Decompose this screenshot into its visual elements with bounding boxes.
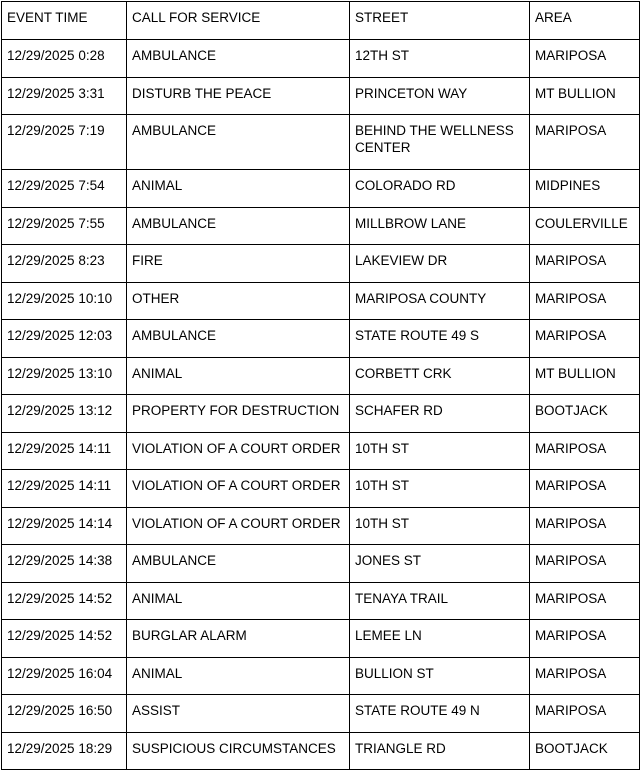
cell-event-time: 12/29/2025 14:14 [2, 507, 127, 545]
cell-street: LAKEVIEW DR [350, 245, 530, 283]
table-row [2, 545, 640, 583]
cell-call-for-service: OTHER [127, 282, 350, 320]
cell-area: MARIPOSA [530, 40, 640, 78]
table-row [2, 40, 640, 78]
table-row [2, 657, 640, 695]
cell-street: MILLBROW LANE [350, 207, 530, 245]
cell-event-time: 12/29/2025 3:31 [2, 77, 127, 115]
cell-area: MARIPOSA [530, 582, 640, 620]
cell-call-for-service: ANIMAL [127, 170, 350, 208]
cell-street: 12TH ST [350, 40, 530, 78]
cell-street: MARIPOSA COUNTY [350, 282, 530, 320]
cell-call-for-service: AMBULANCE [127, 320, 350, 358]
cell-area: MIDPINES [530, 170, 640, 208]
cell-street: BEHIND THE WELLNESS CENTER [350, 115, 530, 170]
cell-area: MARIPOSA [530, 245, 640, 283]
header-street: STREET [350, 2, 530, 40]
table-row [2, 77, 640, 115]
cell-street: 10TH ST [350, 470, 530, 508]
cell-street: 10TH ST [350, 432, 530, 470]
cell-event-time: 12/29/2025 7:19 [2, 115, 127, 170]
cell-call-for-service: AMBULANCE [127, 207, 350, 245]
table-row [2, 245, 640, 283]
cell-area: BOOTJACK [530, 395, 640, 433]
cell-street: SCHAFER RD [350, 395, 530, 433]
cell-event-time: 12/29/2025 7:54 [2, 170, 127, 208]
table-row [2, 395, 640, 433]
cell-area: MARIPOSA [530, 657, 640, 695]
cell-area: MT BULLION [530, 357, 640, 395]
cell-area: MARIPOSA [530, 115, 640, 170]
cell-street: BULLION ST [350, 657, 530, 695]
cell-call-for-service: VIOLATION OF A COURT ORDER [127, 507, 350, 545]
cell-call-for-service: VIOLATION OF A COURT ORDER [127, 432, 350, 470]
cell-event-time: 12/29/2025 14:11 [2, 470, 127, 508]
table-row [2, 432, 640, 470]
cell-event-time: 12/29/2025 13:10 [2, 357, 127, 395]
cell-call-for-service: BURGLAR ALARM [127, 620, 350, 658]
cell-area: MARIPOSA [530, 432, 640, 470]
cell-event-time: 12/29/2025 16:04 [2, 657, 127, 695]
cell-event-time: 12/29/2025 14:11 [2, 432, 127, 470]
cell-event-time: 12/29/2025 14:52 [2, 582, 127, 620]
cell-area: MARIPOSA [530, 470, 640, 508]
cell-area: MT BULLION [530, 77, 640, 115]
table-row [2, 470, 640, 508]
cell-event-time: 12/29/2025 16:50 [2, 695, 127, 733]
table-row [2, 582, 640, 620]
cell-call-for-service: AMBULANCE [127, 545, 350, 583]
cell-area: MARIPOSA [530, 620, 640, 658]
header-area: AREA [530, 2, 640, 40]
table-row [2, 170, 640, 208]
cell-area: MARIPOSA [530, 282, 640, 320]
cell-street: CORBETT CRK [350, 357, 530, 395]
cell-street: TRIANGLE RD [350, 732, 530, 770]
cell-event-time: 12/29/2025 10:10 [2, 282, 127, 320]
table-row [2, 282, 640, 320]
cell-event-time: 12/29/2025 12:03 [2, 320, 127, 358]
cell-event-time: 12/29/2025 7:55 [2, 207, 127, 245]
cell-call-for-service: FIRE [127, 245, 350, 283]
cell-event-time: 12/29/2025 13:12 [2, 395, 127, 433]
cell-area: MARIPOSA [530, 320, 640, 358]
cell-street: LEMEE LN [350, 620, 530, 658]
cell-call-for-service: ANIMAL [127, 357, 350, 395]
table-row [2, 695, 640, 733]
cell-street: 10TH ST [350, 507, 530, 545]
table-row [2, 620, 640, 658]
header-call-for-service: CALL FOR SERVICE [127, 2, 350, 40]
cell-call-for-service: PROPERTY FOR DESTRUCTION [127, 395, 350, 433]
cell-street: STATE ROUTE 49 S [350, 320, 530, 358]
cell-area: COULERVILLE [530, 207, 640, 245]
cell-event-time: 12/29/2025 14:38 [2, 545, 127, 583]
cell-call-for-service: ANIMAL [127, 582, 350, 620]
cell-event-time: 12/29/2025 18:29 [2, 732, 127, 770]
cell-area: BOOTJACK [530, 732, 640, 770]
header-event-time: EVENT TIME [2, 2, 127, 40]
cell-event-time: 12/29/2025 14:52 [2, 620, 127, 658]
table-row [2, 357, 640, 395]
cell-area: MARIPOSA [530, 695, 640, 733]
cell-call-for-service: AMBULANCE [127, 40, 350, 78]
cell-street: STATE ROUTE 49 N [350, 695, 530, 733]
cell-area: MARIPOSA [530, 545, 640, 583]
table-row [2, 732, 640, 770]
table-row [2, 507, 640, 545]
cell-area: MARIPOSA [530, 507, 640, 545]
cell-event-time: 12/29/2025 8:23 [2, 245, 127, 283]
table-row [2, 115, 640, 170]
table-row [2, 207, 640, 245]
cell-call-for-service: SUSPICIOUS CIRCUMSTANCES [127, 732, 350, 770]
cell-street: TENAYA TRAIL [350, 582, 530, 620]
calls-for-service-table [1, 1, 640, 770]
table-header-row [2, 2, 640, 40]
cell-street: PRINCETON WAY [350, 77, 530, 115]
cell-call-for-service: VIOLATION OF A COURT ORDER [127, 470, 350, 508]
cell-call-for-service: AMBULANCE [127, 115, 350, 170]
cell-call-for-service: ANIMAL [127, 657, 350, 695]
table-row [2, 320, 640, 358]
cell-street: JONES ST [350, 545, 530, 583]
cell-street: COLORADO RD [350, 170, 530, 208]
cell-call-for-service: DISTURB THE PEACE [127, 77, 350, 115]
cell-event-time: 12/29/2025 0:28 [2, 40, 127, 78]
cell-call-for-service: ASSIST [127, 695, 350, 733]
